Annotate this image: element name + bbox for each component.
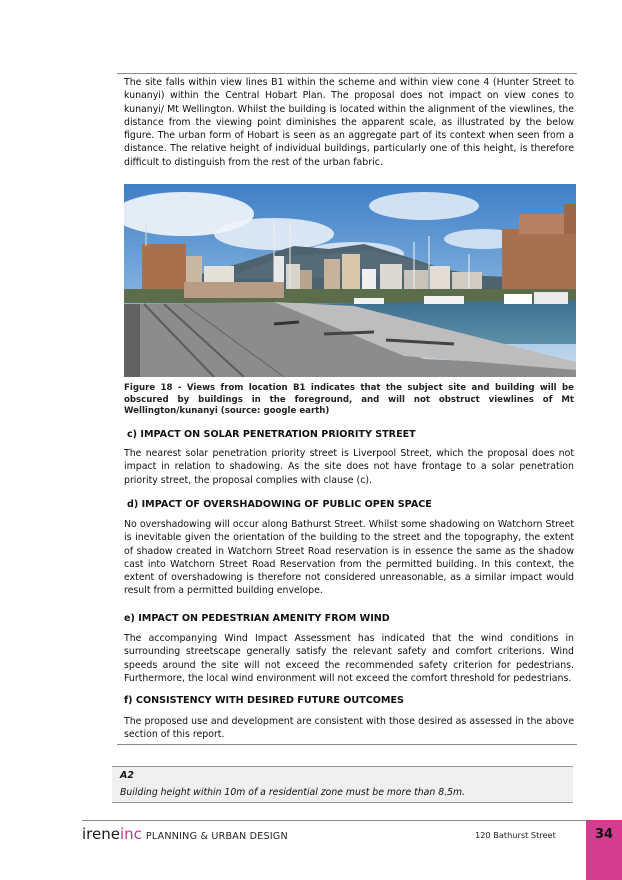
- requirement-code: A2: [120, 770, 134, 781]
- figure-caption: Figure 18 - Views from location B1 indicates that the subject site and building will be obscured by buildings in the foreground, and will not obstruct viewlines of Mt Wellington/kunanyi (source: google earth): [124, 383, 574, 417]
- page-number: 34: [594, 827, 614, 842]
- heading-solar-penetration: c) IMPACT ON SOLAR PENETRATION PRIORITY STREET: [127, 429, 416, 440]
- brand-logo: [82, 825, 288, 846]
- paragraph-wind-amenity: The accompanying Wind Impact Assessment has indicated that the wind conditions in surrounding streetscape generally satisfy the relevant safety and comfort criterions. Wind speeds around the site will not exceed the recommended safety criterion for pedestrians. Furthermore, the local wind environment will not exceed the comfort threshold for pedestrians.: [124, 633, 574, 684]
- harbour-view-photo: [124, 184, 576, 377]
- requirement-box: [112, 766, 573, 803]
- page-number-tab: [586, 820, 622, 880]
- requirement-text: Building height within 10m of a residential zone must be more than 8.5m.: [120, 787, 465, 798]
- heading-overshadowing: d) IMPACT OF OVERSHADOWING OF PUBLIC OPEN SPACE: [127, 499, 432, 510]
- footer-address: 120 Bathurst Street: [475, 830, 556, 840]
- brand-name-part1: irene: [82, 825, 120, 843]
- footer-divider: [82, 820, 586, 821]
- heading-wind-amenity: e) IMPACT ON PEDESTRIAN AMENITY FROM WIND: [124, 613, 390, 624]
- heading-future-outcomes: f) CONSISTENCY WITH DESIRED FUTURE OUTCOMES: [124, 695, 404, 706]
- top-divider: [117, 73, 577, 74]
- paragraph-overshadowing: No overshadowing will occur along Bathurst Street. Whilst some shadowing on Watchorn Street is inevitable given the orientation of the building to the street and the topography, the extent of shadow created in Watchorn Street Road reservation is in essence the same as the shadow cast into Watchorn Street Road Reservation from the permitted building. In this context, the extent of overshadowing is therefore not considered unreasonable, as a similar impact would result from a permitted building envelope.: [124, 519, 574, 597]
- paragraph-solar-penetration: The nearest solar penetration priority street is Liverpool Street, which the proposal does not impact in relation to shadowing. As the site does not have frontage to a solar penetration priority street, the proposal complies with clause (c).: [124, 448, 574, 486]
- intro-paragraph: The site falls within view lines B1 within the scheme and within view cone 4 (Hunter Street to kunanyi) within the Central Hobart Plan. The proposal does not impact on view cones to kunanyi/ Mt Wellington. Whilst the building is located within the alignment of the viewlines, the distance from the viewing point diminishes the apparent scale, as illustrated by the below figure. The urban form of Hobart is seen as an aggregate part of its context when seen from a distance. The relative height of individual buildings, particularly one of this height, is therefore difficult to distinguish from the rest of the urban fabric.: [124, 77, 574, 168]
- brand-tagline: PLANNING & URBAN DESIGN: [145, 831, 288, 842]
- paragraph-future-outcomes: The proposed use and development are consistent with those desired as assessed in the above section of this report.: [124, 716, 574, 741]
- section-end-divider: [117, 744, 577, 745]
- brand-name-part2: inc: [119, 825, 142, 843]
